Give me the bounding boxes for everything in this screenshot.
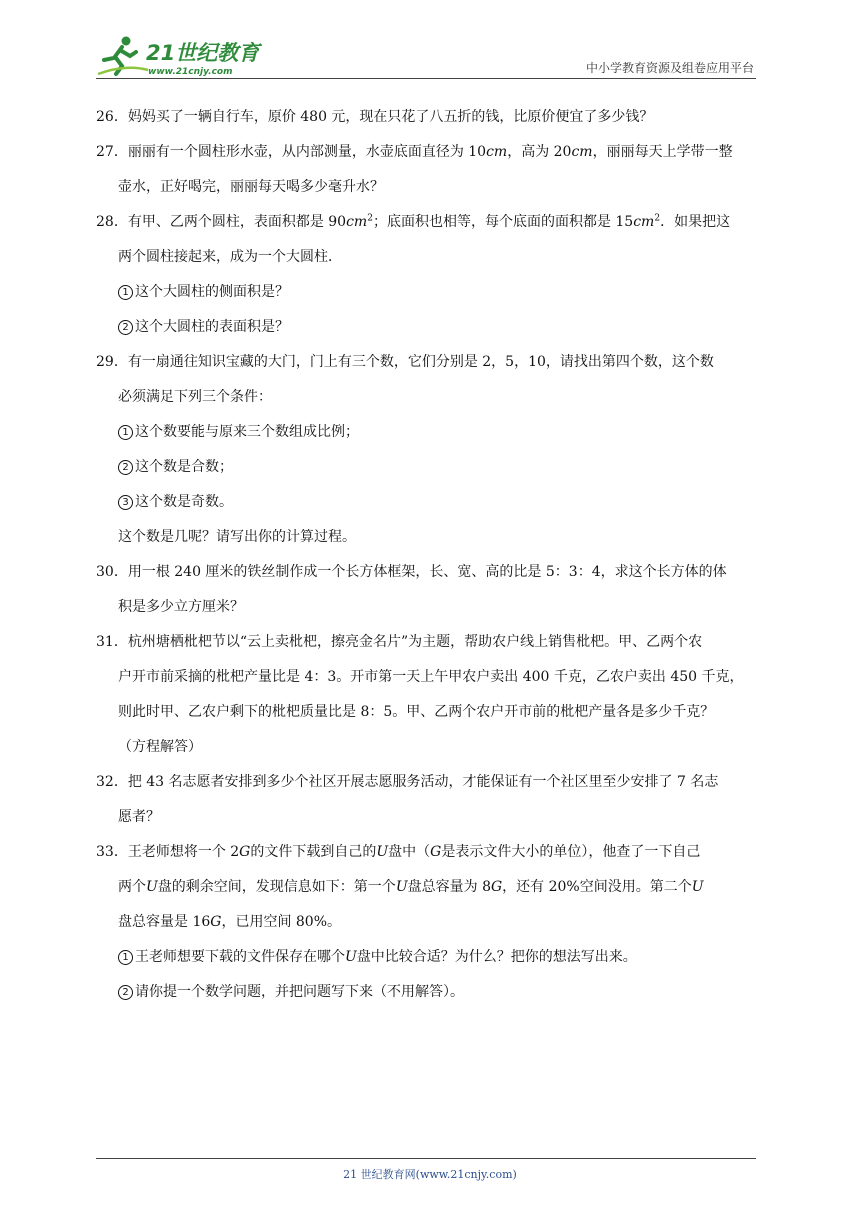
question-line: 户开市前采摘的枇杷产量比是 4：3。开市第一天上午甲农户卖出 400 千克，乙农户卖出 450 千克，: [118, 669, 744, 685]
sub-question: 2 这个数是合数；: [96, 450, 764, 485]
circled-number: 1: [118, 285, 133, 300]
circled-number: 1: [118, 425, 133, 440]
question-line: 27．丽丽有一个圆柱形水壶，从内部测量，水壶底面直径为 10cm，高为 20cm，丽丽每天上学带一整: [96, 144, 733, 160]
question-line: 壶水，正好喝完，丽丽每天喝多少毫升水？: [118, 179, 384, 195]
platform-name: 中小学教育资源及组卷应用平台: [585, 61, 754, 75]
sub-question: 1 这个数要能与原来三个数组成比例；: [96, 415, 764, 450]
circled-number: 2: [118, 985, 133, 1000]
header-divider: [96, 78, 756, 79]
question-line: 则此时甲、乙农户剩下的枇杷质量比是 8：5。甲、乙两个农户开市前的枇杷产量各是多少千克？: [118, 704, 715, 720]
runner-icon: [98, 37, 148, 75]
question-line: 31．杭州塘栖枇杷节以“云上卖枇杷，擦亮金名片”为主题，帮助农户线上销售枇杷。甲、乙两个农: [96, 634, 703, 650]
question-line: （方程解答）: [118, 739, 202, 755]
circled-number: 3: [118, 495, 133, 510]
page-footer: 21 世纪教育网(www.21cnjy.com): [343, 1168, 517, 1181]
svg-text:21世纪教育: 21世纪教育: [146, 41, 260, 65]
question-29: [96, 345, 764, 555]
question-30: [96, 555, 764, 625]
question-28: [96, 205, 764, 345]
question-line: 这个数是几呢？请写出你的计算过程。: [118, 529, 356, 545]
svg-text:www.21cnjy.com: www.21cnjy.com: [148, 67, 233, 77]
site-logo: [96, 34, 266, 78]
sub-question: 2 这个大圆柱的表面积是？: [96, 310, 764, 345]
circled-number: 2: [118, 460, 133, 475]
question-line: 盘总容量是 16G，已用空间 80%。: [118, 914, 342, 930]
question-27: [96, 135, 764, 205]
footer-divider: [96, 1158, 756, 1159]
question-line: 30．用一根 240 厘米的铁丝制作成一个长方体框架，长、宽、高的比是 5：3：4，求这个长方体的体: [96, 564, 727, 580]
question-line: 积是多少立方厘米？: [118, 599, 244, 615]
circled-number: 1: [118, 950, 133, 965]
question-32: [96, 765, 764, 835]
sub-question: 1 王老师想要下载的文件保存在哪个U盘中比较合适？为什么？把你的想法写出来。: [96, 940, 764, 975]
question-line: 两个圆柱接起来，成为一个大圆柱．: [118, 249, 342, 265]
question-26: [96, 100, 764, 135]
sub-question: 2 请你提一个数学问题，并把问题写下来（不用解答）。: [96, 975, 764, 1010]
question-line: 两个U盘的剩余空间，发现信息如下：第一个U盘总容量为 8G，还有 20%空间没用。第二个U: [118, 879, 704, 895]
question-33: [96, 835, 764, 1010]
sub-question: 3 这个数是奇数。: [96, 485, 764, 520]
question-line: 32．把 43 名志愿者安排到多少个社区开展志愿服务活动，才能保证有一个社区里至少安排了 7 名志: [96, 774, 719, 790]
question-line: 必须满足下列三个条件：: [118, 389, 272, 405]
sub-question: 1 这个大圆柱的侧面积是？: [96, 275, 764, 310]
question-line: 愿者？: [118, 809, 160, 825]
question-line: 29．有一扇通往知识宝藏的大门，门上有三个数，它们分别是 2，5，10，请找出第四个数，这个数: [96, 354, 714, 370]
question-list: [96, 100, 764, 1010]
page-header: [96, 30, 756, 80]
question-line: 26．妈妈买了一辆自行车，原价 480 元，现在只花了八五折的钱，比原价便宜了多少钱？: [96, 109, 654, 125]
question-31: [96, 625, 764, 765]
question-line: 28．有甲、乙两个圆柱，表面积都是 $90cm^2$；底面积也相等，每个底面的面积都是 $15cm^2$．如果把这: [96, 213, 731, 230]
question-line: 33．王老师想将一个 2G的文件下载到自己的U盘中（G是表示文件大小的单位），他查了一下自己: [96, 844, 701, 860]
circled-number: 2: [118, 320, 133, 335]
